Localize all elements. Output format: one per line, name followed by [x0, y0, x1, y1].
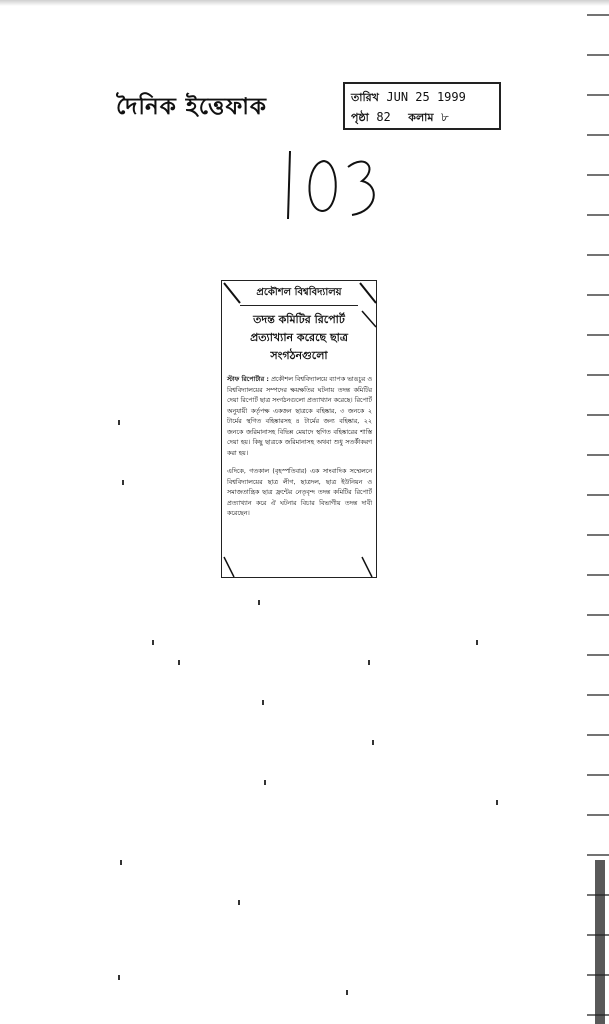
- stamp-page-label: পৃষ্ঠা: [351, 111, 369, 124]
- clipping-headline: [228, 311, 370, 365]
- stamp-page-value: 82: [376, 110, 391, 124]
- stamp-page-row: [351, 109, 449, 129]
- stamp-column-label: কলাম: [408, 111, 434, 124]
- stamp-date-row: [351, 89, 466, 108]
- scan-edge-top: [0, 0, 609, 6]
- stamp-date-label: তারিখ: [351, 91, 379, 104]
- clipping-body: [227, 375, 372, 528]
- scan-speck: [264, 780, 266, 785]
- paragraph-1-text: প্রকৌশল বিশ্ববিদ্যালয়ে ব্যাপক ভাঙচুর ও বিশ্ববিদ্যালয়ের সম্পদের ক্ষয়ক্ষতির ঘটনায় তদন্ত কমিটির দেয়া রিপোর্ট ছাত্র সংগঠনগুলো প্রত্যাখ্যান করেছে। রিপোর্ট অনুযায়ী কর্তৃপক্ষ একজন ছাত্রকে বহিষ্কার, ৩ জনকে ২ টার্মের স্থগিত বহিষ্কারসহ ৪ টার্মের জন্য বহিষ্কার, ২২ জনকে জরিমানাসহ বিভিন্ন মেয়াদে স্থগিত বহিষ্কারের শাস্তি দেয়া হয়। কিছু ছাত্রকে জরিমানাসহ অথবা শুধু সতর্কীকরণ করা হয়।: [227, 376, 372, 457]
- scan-speck: [118, 975, 120, 980]
- scan-speck: [476, 640, 478, 645]
- scan-speck: [152, 640, 154, 645]
- scan-speck: [496, 800, 498, 805]
- scan-speck: [346, 990, 348, 995]
- headline-line: সংগঠনগুলো: [270, 349, 328, 362]
- handwritten-number-103: [268, 145, 384, 231]
- scan-speck: [118, 420, 120, 425]
- scan-speck: [258, 600, 260, 605]
- scan-edge-right-dark: [595, 860, 605, 1024]
- body-paragraph-2: এদিকে, গতকাল (বৃহস্পতিবার) এক সাংবাদিক সম্মেলনে বিশ্ববিদ্যালয়ের ছাত্র লীগ, ছাত্রদল, ছাত্র ইউনিয়ন ও সমাজতান্ত্রিক ছাত্র ফ্রন্টের নেতৃবৃন্দ তদন্ত কমিটির রিপোর্ট প্রত্যাখ্যান করে ঐ ঘটনার বিচার বিভাগীয় তদন্ত দাবী করেছেন।: [227, 468, 372, 517]
- scan-speck: [178, 660, 180, 665]
- newspaper-masthead: দৈনিক ইত্তেফাক: [116, 93, 268, 120]
- headline-line: তদন্ত কমিটির রিপোর্ট: [253, 313, 345, 326]
- scan-speck: [372, 740, 374, 745]
- scan-speck: [238, 900, 240, 905]
- body-paragraph-1: [227, 375, 372, 459]
- clipping-section-title: প্রকৌশল বিশ্ববিদ্যালয়: [240, 285, 358, 306]
- scan-speck: [120, 860, 122, 865]
- scan-speck: [262, 700, 264, 705]
- headline-line: প্রত্যাখ্যান করেছে ছাত্র: [250, 331, 348, 344]
- date-stamp: [343, 82, 501, 130]
- scan-speck: [368, 660, 370, 665]
- stamp-date-value: JUN 25 1999: [386, 90, 466, 104]
- stamp-column-value: ৮: [440, 110, 449, 124]
- byline: স্টাফ রিপোর্টার :: [227, 376, 269, 383]
- scan-speck: [122, 480, 124, 485]
- newspaper-clipping: [221, 280, 377, 578]
